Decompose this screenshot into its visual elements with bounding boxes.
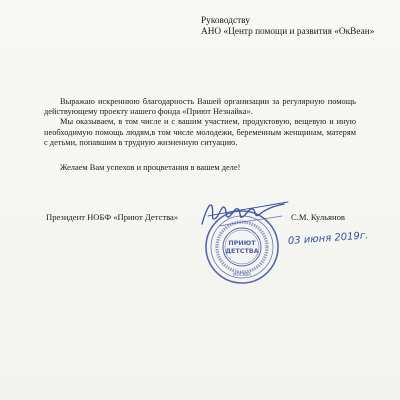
stamp-city: МОСКВА — [233, 272, 251, 277]
handwritten-date: 03 июня 2019г. — [287, 230, 369, 247]
signatory-name: С.М. Кульянов — [291, 212, 345, 222]
body-paragraph-gratitude: Выражаю искреннюю благодарность Вашей организации за регулярную помощь действующему проекту нашего фонда «Приют Незнайка». — [44, 97, 356, 117]
handwritten-signature — [198, 196, 294, 232]
addressee-block — [201, 16, 374, 38]
stamp-center-line-1: ПРИЮТ — [228, 239, 256, 247]
stamp-center-line-2: ДЕТСТВА — [225, 247, 259, 255]
signatory-position: Президент НОБФ «Приют Детства» — [46, 212, 179, 222]
body-paragraph-help: Мы оказываем, в том числе и с вашим участием, продуктовую, вещевую и иную необходимую помощь людям,в том числе молодежи, беременным женщинам, матерям с детьми, попавшим в трудную жизненную ситуацию. — [44, 117, 356, 147]
body-paragraph-wishes: Желаем Вам успехов и процветания в вашем деле! — [60, 163, 241, 173]
addressee-line-1: Руководству — [201, 16, 250, 26]
addressee-line-2: АНО «Центр помощи и развития «ОкВеан» — [201, 27, 375, 37]
letter-body — [44, 97, 356, 173]
